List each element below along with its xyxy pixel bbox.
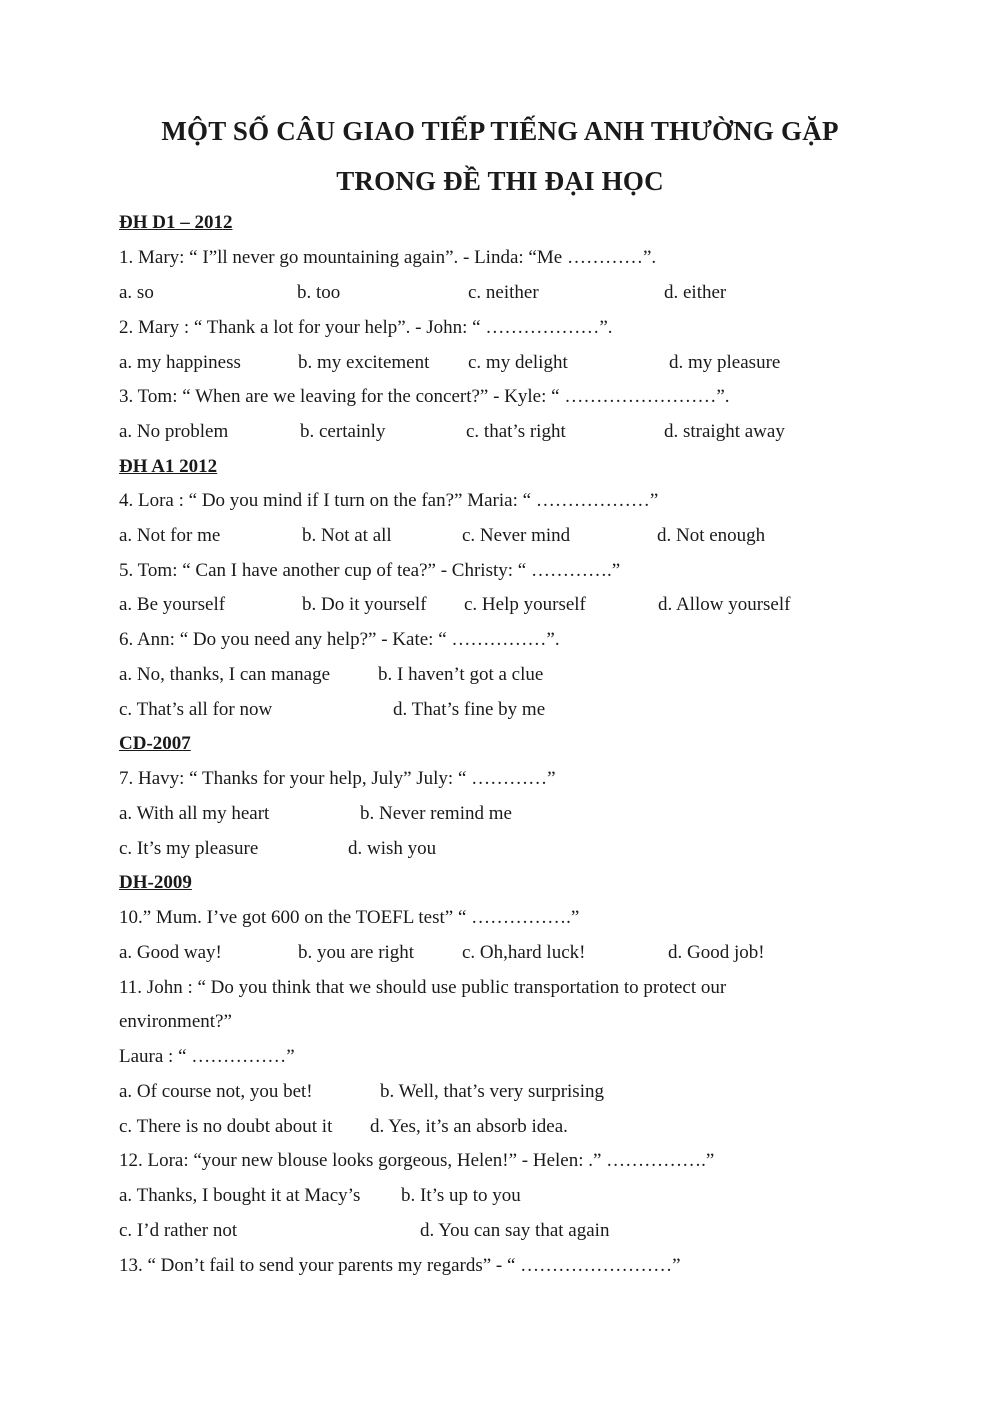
question-13-text: 13. “ Don’t fail to send your parents my regards” - “ ……………………” xyxy=(119,1255,681,1276)
question-1-option-b: b. too xyxy=(297,282,341,303)
question-3-text: 3. Tom: “ When are we leaving for the concert?” - Kyle: “ ……………………”. xyxy=(119,386,730,407)
question-10-option-b: b. you are right xyxy=(298,942,415,963)
question-6-option-d: d. That’s fine by me xyxy=(393,699,546,720)
question-11-text-line-1: 11. John : “ Do you think that we should use public transportation to protect our xyxy=(119,977,727,998)
document-title-line-1: MỘT SỐ CÂU GIAO TIẾP TIẾNG ANH THƯỜNG GẶP xyxy=(161,116,839,146)
question-12-option-c: c. I’d rather not xyxy=(119,1220,238,1241)
question-2-option-b: b. my excitement xyxy=(298,352,430,373)
section-heading-dh-d1-2012: ĐH D1 – 2012 xyxy=(119,212,233,233)
question-7-option-a: a. With all my heart xyxy=(119,803,270,824)
document-title-line-2: TRONG ĐỀ THI ĐẠI HỌC xyxy=(336,166,664,196)
question-11-option-d: d. Yes, it’s an absorb idea. xyxy=(370,1116,568,1137)
question-2-text: 2. Mary : “ Thank a lot for your help”. - John: “ ………………”. xyxy=(119,317,613,338)
question-6-option-b: b. I haven’t got a clue xyxy=(378,664,544,685)
question-3-option-c: c. that’s right xyxy=(466,421,566,442)
question-4-option-b: b. Not at all xyxy=(302,525,392,546)
question-3-option-a: a. No problem xyxy=(119,421,229,442)
question-1-option-a: a. so xyxy=(119,282,154,303)
question-11-option-c: c. There is no doubt about it xyxy=(119,1116,333,1137)
question-6-text: 6. Ann: “ Do you need any help?” - Kate: “ ……………”. xyxy=(119,629,560,650)
question-2-option-c: c. my delight xyxy=(468,352,568,373)
question-5-option-a: a. Be yourself xyxy=(119,594,226,615)
question-4-option-a: a. Not for me xyxy=(119,525,221,546)
question-5-option-d: d. Allow yourself xyxy=(658,594,791,615)
question-6-option-a: a. No, thanks, I can manage xyxy=(119,664,331,685)
question-5-text: 5. Tom: “ Can I have another cup of tea?” - Christy: “ ………….” xyxy=(119,560,621,581)
question-7-option-b: b. Never remind me xyxy=(360,803,512,824)
question-2-option-d: d. my pleasure xyxy=(669,352,781,373)
question-10-option-c: c. Oh,hard luck! xyxy=(462,942,586,963)
question-11-option-a: a. Of course not, you bet! xyxy=(119,1081,313,1102)
question-4-option-c: c. Never mind xyxy=(462,525,571,546)
question-1-text: 1. Mary: “ I”ll never go mountaining again”. - Linda: “Me …………”. xyxy=(119,247,657,268)
question-5-option-b: b. Do it yourself xyxy=(302,594,427,615)
question-7-option-d: d. wish you xyxy=(348,838,437,859)
question-4-option-d: d. Not enough xyxy=(657,525,766,546)
question-7-text: 7. Havy: “ Thanks for your help, July” July: “ …………” xyxy=(119,768,556,789)
question-1-option-c: c. neither xyxy=(468,282,539,303)
question-3-option-d: d. straight away xyxy=(664,421,785,442)
question-3-option-b: b. certainly xyxy=(300,421,386,442)
question-12-option-b: b. It’s up to you xyxy=(401,1185,521,1206)
question-12-option-a: a. Thanks, I bought it at Macy’s xyxy=(119,1185,361,1206)
question-12-text: 12. Lora: “your new blouse looks gorgeous, Helen!” - Helen: .” …………….” xyxy=(119,1150,715,1171)
question-11-text-line-3: Laura : “ ……………” xyxy=(119,1046,295,1067)
question-10-text: 10.” Mum. I’ve got 600 on the TOEFL test” “ …………….” xyxy=(119,907,580,928)
question-12-option-d: d. You can say that again xyxy=(420,1220,610,1241)
question-11-text-line-2: environment?” xyxy=(119,1011,232,1032)
section-heading-dh-a1-2012: ĐH A1 2012 xyxy=(119,456,218,477)
question-10-option-a: a. Good way! xyxy=(119,942,222,963)
section-heading-cd-2007: CD-2007 xyxy=(119,733,191,754)
question-4-text: 4. Lora : “ Do you mind if I turn on the fan?” Maria: “ ………………” xyxy=(119,490,659,511)
question-5-option-c: c. Help yourself xyxy=(464,594,586,615)
question-6-option-c: c. That’s all for now xyxy=(119,699,273,720)
question-10-option-d: d. Good job! xyxy=(668,942,765,963)
question-1-option-d: d. either xyxy=(664,282,727,303)
question-7-option-c: c. It’s my pleasure xyxy=(119,838,259,859)
question-11-option-b: b. Well, that’s very surprising xyxy=(380,1081,604,1102)
question-2-option-a: a. my happiness xyxy=(119,352,241,373)
section-heading-dh-2009: DH-2009 xyxy=(119,872,192,893)
